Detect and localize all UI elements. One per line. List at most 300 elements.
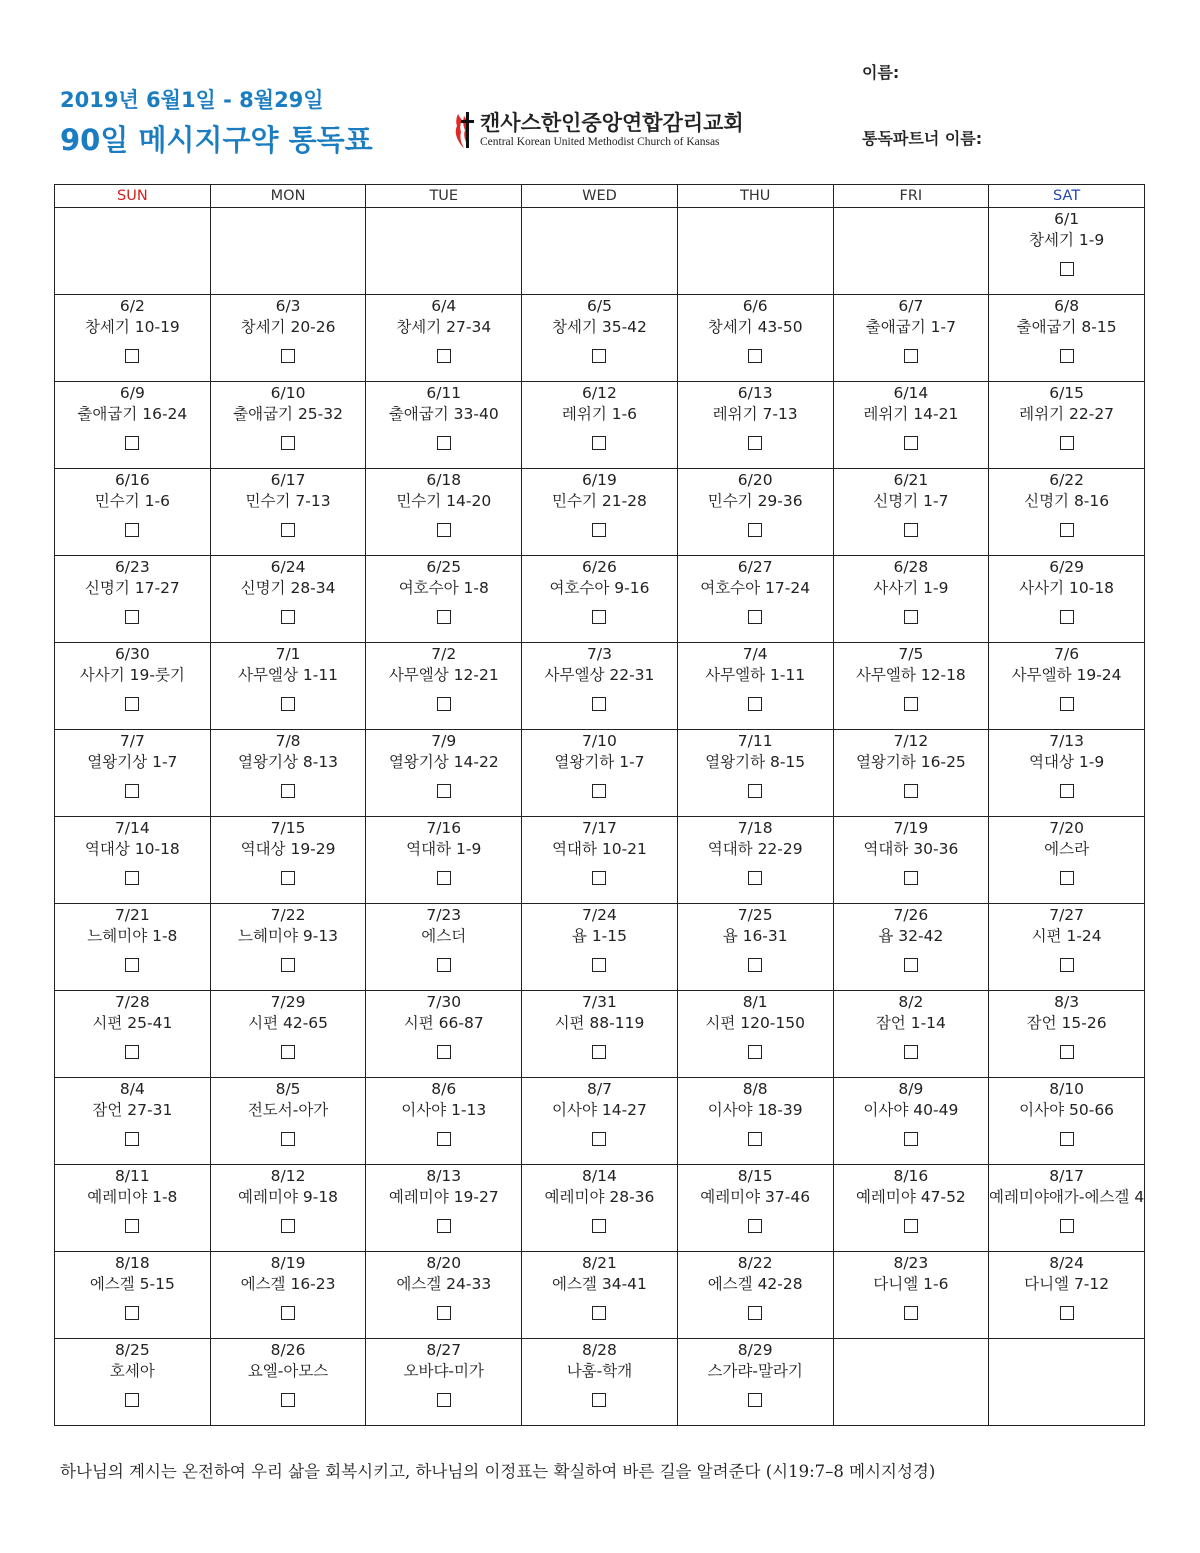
day-date: 8/27 <box>426 1341 462 1359</box>
day-cell <box>989 469 1145 556</box>
day-reading: 시편 66-87 <box>403 1014 484 1032</box>
day-cell <box>522 382 678 469</box>
day-reading: 느헤미야 9-13 <box>238 927 339 945</box>
reading-checkbox[interactable] <box>437 349 451 363</box>
week-row <box>55 643 1145 730</box>
reading-checkbox[interactable] <box>592 610 606 624</box>
day-reading: 신명기 17-27 <box>84 579 180 597</box>
calendar-body <box>55 208 1145 1426</box>
day-reading: 에스겔 42-28 <box>707 1275 803 1293</box>
day-reading: 예레미야 28-36 <box>544 1188 655 1206</box>
reading-checkbox[interactable] <box>1060 697 1074 711</box>
reading-checkbox[interactable] <box>281 610 295 624</box>
day-date: 6/14 <box>893 384 929 402</box>
day-date: 7/25 <box>737 906 773 924</box>
day-date: 7/7 <box>119 732 145 750</box>
reading-checkbox[interactable] <box>125 1219 139 1233</box>
reading-checkbox[interactable] <box>904 1219 918 1233</box>
day-date: 6/22 <box>1049 471 1085 489</box>
day-date: 7/3 <box>586 645 612 663</box>
day-reading: 열왕기상 1-7 <box>87 753 178 771</box>
day-reading: 민수기 29-36 <box>707 492 803 510</box>
day-reading: 에스겔 5-15 <box>89 1275 175 1293</box>
day-date: 7/8 <box>275 732 301 750</box>
reading-checkbox[interactable] <box>281 1393 295 1407</box>
reading-checkbox[interactable] <box>748 349 762 363</box>
day-reading: 사무엘하 1-11 <box>705 666 806 684</box>
day-cell <box>522 469 678 556</box>
reading-checkbox[interactable] <box>592 523 606 537</box>
reading-checkbox[interactable] <box>1060 523 1074 537</box>
reading-checkbox[interactable] <box>125 436 139 450</box>
reading-checkbox[interactable] <box>592 1393 606 1407</box>
day-cell <box>677 817 833 904</box>
reading-checkbox[interactable] <box>281 1219 295 1233</box>
day-cell <box>833 817 989 904</box>
day-reading: 시편 1-24 <box>1031 927 1102 945</box>
day-reading: 잠언 1-14 <box>875 1014 946 1032</box>
reading-checkbox[interactable] <box>437 1132 451 1146</box>
day-cell <box>55 730 211 817</box>
day-date: 6/27 <box>737 558 773 576</box>
reading-checkbox[interactable] <box>281 1306 295 1320</box>
day-cell <box>677 382 833 469</box>
day-reading: 역대하 10-21 <box>552 840 647 858</box>
day-reading: 사무엘하 19-24 <box>1011 666 1122 684</box>
reading-checkbox[interactable] <box>281 958 295 972</box>
day-date: 7/23 <box>426 906 462 924</box>
day-cell <box>677 469 833 556</box>
day-cell <box>677 1339 833 1426</box>
day-reading: 역대하 30-36 <box>863 840 959 858</box>
day-date: 8/6 <box>431 1080 457 1098</box>
week-row <box>55 1339 1145 1426</box>
day-cell <box>55 556 211 643</box>
day-date: 7/5 <box>898 645 924 663</box>
day-reading: 출애굽기 25-32 <box>233 405 343 423</box>
day-cell <box>55 991 211 1078</box>
reading-checkbox[interactable] <box>592 436 606 450</box>
day-date: 6/7 <box>898 297 924 315</box>
reading-checkbox[interactable] <box>904 784 918 798</box>
week-row <box>55 1078 1145 1165</box>
reading-checkbox[interactable] <box>904 349 918 363</box>
day-reading: 레위기 22-27 <box>1019 405 1115 423</box>
day-reading: 열왕기하 8-15 <box>705 753 806 771</box>
day-cell <box>989 1165 1145 1252</box>
day-date: 6/3 <box>275 297 301 315</box>
day-cell <box>210 295 366 382</box>
day-reading: 나훔-학개 <box>566 1362 633 1380</box>
reading-checkbox[interactable] <box>1060 262 1074 276</box>
day-reading: 사무엘상 12-21 <box>388 666 499 684</box>
reading-checkbox[interactable] <box>125 784 139 798</box>
day-reading: 예레미야 19-27 <box>388 1188 499 1206</box>
day-cell <box>989 1252 1145 1339</box>
reading-checkbox[interactable] <box>592 1132 606 1146</box>
reading-checkbox[interactable] <box>437 610 451 624</box>
day-date: 8/1 <box>742 993 768 1011</box>
reading-calendar <box>54 184 1145 1426</box>
day-reading: 에스더 <box>421 927 467 945</box>
page-title: 90일 메시지구약 통독표 <box>60 123 373 157</box>
reading-checkbox[interactable] <box>904 436 918 450</box>
weekday-header-wed: WED <box>522 185 678 208</box>
reading-checkbox[interactable] <box>748 1132 762 1146</box>
day-cell <box>522 730 678 817</box>
reading-checkbox[interactable] <box>1060 1306 1074 1320</box>
day-cell <box>366 469 522 556</box>
day-cell <box>522 556 678 643</box>
day-date: 8/18 <box>114 1254 150 1272</box>
day-reading: 사무엘상 22-31 <box>544 666 655 684</box>
day-cell <box>366 1339 522 1426</box>
day-date: 7/11 <box>737 732 773 750</box>
day-reading: 사사기 1-9 <box>873 579 949 597</box>
reading-checkbox[interactable] <box>592 697 606 711</box>
day-date: 6/25 <box>426 558 462 576</box>
day-cell <box>366 904 522 991</box>
week-row <box>55 382 1145 469</box>
day-cell <box>366 295 522 382</box>
day-cell <box>210 469 366 556</box>
day-cell <box>55 817 211 904</box>
day-reading: 이사야 50-66 <box>1019 1101 1115 1119</box>
reading-checkbox[interactable] <box>592 784 606 798</box>
day-date: 8/25 <box>114 1341 150 1359</box>
day-cell <box>55 295 211 382</box>
reading-checkbox[interactable] <box>748 523 762 537</box>
day-cell <box>522 295 678 382</box>
reading-checkbox[interactable] <box>125 1045 139 1059</box>
day-cell <box>366 817 522 904</box>
reading-checkbox[interactable] <box>1060 871 1074 885</box>
day-date: 8/5 <box>275 1080 301 1098</box>
day-date: 6/24 <box>270 558 306 576</box>
reading-checkbox[interactable] <box>904 958 918 972</box>
day-reading: 민수기 1-6 <box>94 492 170 510</box>
reading-checkbox[interactable] <box>281 871 295 885</box>
day-date: 8/14 <box>582 1167 617 1185</box>
day-cell <box>833 1078 989 1165</box>
day-date: 8/28 <box>582 1341 617 1359</box>
day-date: 6/23 <box>114 558 150 576</box>
day-date: 8/4 <box>119 1080 145 1098</box>
day-date: 7/29 <box>270 993 306 1011</box>
day-reading: 시편 88-119 <box>554 1014 645 1032</box>
day-date: 7/2 <box>431 645 457 663</box>
day-cell <box>677 991 833 1078</box>
day-date: 8/19 <box>270 1254 306 1272</box>
day-reading: 출애굽기 16-24 <box>77 405 188 423</box>
week-row <box>55 208 1145 295</box>
day-date: 6/8 <box>1054 297 1080 315</box>
day-reading: 예레미야 47-52 <box>855 1188 966 1206</box>
day-reading: 스가랴-말라기 <box>707 1362 803 1380</box>
reading-checkbox[interactable] <box>437 436 451 450</box>
reading-checkbox[interactable] <box>437 871 451 885</box>
day-reading: 열왕기하 1-7 <box>554 753 645 771</box>
partner-name-label: 통독파트너 이름: <box>862 129 983 148</box>
day-cell <box>989 643 1145 730</box>
reading-checkbox[interactable] <box>437 1306 451 1320</box>
church-logo-block <box>452 110 744 150</box>
day-reading: 예레미야 9-18 <box>238 1188 339 1206</box>
day-date: 6/5 <box>586 297 612 315</box>
reading-checkbox[interactable] <box>437 958 451 972</box>
day-reading: 사사기 10-18 <box>1019 579 1115 597</box>
weekday-header-sat: SAT <box>989 185 1145 208</box>
day-cell <box>833 1252 989 1339</box>
day-cell <box>522 1078 678 1165</box>
week-row <box>55 904 1145 991</box>
day-date: 6/13 <box>737 384 773 402</box>
reading-checkbox[interactable] <box>748 1045 762 1059</box>
reading-checkbox[interactable] <box>125 1306 139 1320</box>
day-cell <box>833 643 989 730</box>
day-reading: 욥 16-31 <box>722 927 788 945</box>
day-cell <box>210 730 366 817</box>
day-cell <box>522 643 678 730</box>
reading-checkbox[interactable] <box>904 1132 918 1146</box>
day-date: 7/6 <box>1054 645 1080 663</box>
day-reading: 이사야 40-49 <box>863 1101 959 1119</box>
day-reading: 예레미야애가-에스겔 4 <box>989 1188 1145 1206</box>
day-reading: 잠언 15-26 <box>1026 1014 1107 1032</box>
church-name-ko: 캔사스한인중앙연합감리교회 <box>480 110 744 135</box>
day-date: 6/15 <box>1049 384 1085 402</box>
day-reading: 신명기 28-34 <box>240 579 336 597</box>
empty-day-cell <box>833 1339 989 1426</box>
reading-checkbox[interactable] <box>281 349 295 363</box>
reading-checkbox[interactable] <box>125 523 139 537</box>
reading-checkbox[interactable] <box>1060 349 1074 363</box>
reading-checkbox[interactable] <box>281 436 295 450</box>
reading-checkbox[interactable] <box>1060 1132 1074 1146</box>
reading-checkbox[interactable] <box>748 697 762 711</box>
day-reading: 시편 120-150 <box>705 1014 805 1032</box>
week-row <box>55 991 1145 1078</box>
reading-checkbox[interactable] <box>1060 958 1074 972</box>
day-reading: 에스겔 34-41 <box>552 1275 647 1293</box>
day-reading: 역대상 10-18 <box>84 840 180 858</box>
day-cell <box>989 556 1145 643</box>
reading-checkbox[interactable] <box>904 697 918 711</box>
week-row <box>55 295 1145 382</box>
day-cell <box>989 817 1145 904</box>
day-reading: 역대하 22-29 <box>707 840 803 858</box>
day-date: 8/3 <box>1054 993 1080 1011</box>
day-date: 8/29 <box>737 1341 773 1359</box>
reading-checkbox[interactable] <box>437 1219 451 1233</box>
reading-checkbox[interactable] <box>592 871 606 885</box>
day-date: 8/20 <box>426 1254 462 1272</box>
reading-checkbox[interactable] <box>1060 1045 1074 1059</box>
empty-day-cell <box>833 208 989 295</box>
day-reading: 창세기 35-42 <box>552 318 647 336</box>
day-reading: 신명기 8-16 <box>1024 492 1110 510</box>
empty-day-cell <box>522 208 678 295</box>
reading-checkbox[interactable] <box>125 871 139 885</box>
day-cell <box>366 1078 522 1165</box>
reading-checkbox[interactable] <box>904 610 918 624</box>
day-cell <box>55 1078 211 1165</box>
day-cell <box>522 1165 678 1252</box>
reading-checkbox[interactable] <box>281 523 295 537</box>
week-row <box>55 817 1145 904</box>
empty-day-cell <box>210 208 366 295</box>
reading-checkbox[interactable] <box>281 784 295 798</box>
day-cell <box>55 1165 211 1252</box>
reading-checkbox[interactable] <box>904 523 918 537</box>
day-cell <box>55 643 211 730</box>
reading-checkbox[interactable] <box>125 1393 139 1407</box>
day-reading: 에스겔 24-33 <box>396 1275 492 1293</box>
reading-checkbox[interactable] <box>904 1306 918 1320</box>
reading-checkbox[interactable] <box>748 871 762 885</box>
day-cell <box>522 1339 678 1426</box>
name-label: 이름: <box>862 63 900 82</box>
reading-checkbox[interactable] <box>125 1132 139 1146</box>
cross-and-flame-icon <box>452 110 474 150</box>
reading-checkbox[interactable] <box>904 1045 918 1059</box>
day-date: 6/26 <box>582 558 617 576</box>
reading-checkbox[interactable] <box>748 1219 762 1233</box>
day-cell <box>833 1165 989 1252</box>
reading-checkbox[interactable] <box>281 697 295 711</box>
day-cell <box>210 817 366 904</box>
reading-checkbox[interactable] <box>592 1219 606 1233</box>
reading-checkbox[interactable] <box>437 697 451 711</box>
day-date: 7/1 <box>275 645 301 663</box>
day-date: 8/22 <box>737 1254 773 1272</box>
day-reading: 열왕기하 16-25 <box>855 753 966 771</box>
day-reading: 민수기 7-13 <box>245 492 331 510</box>
reading-checkbox[interactable] <box>748 610 762 624</box>
day-cell <box>210 991 366 1078</box>
day-date: 6/10 <box>270 384 306 402</box>
day-reading: 느헤미야 1-8 <box>87 927 178 945</box>
day-reading: 민수기 14-20 <box>396 492 492 510</box>
reading-checkbox[interactable] <box>748 1393 762 1407</box>
day-reading: 창세기 10-19 <box>84 318 180 336</box>
day-date: 7/12 <box>893 732 929 750</box>
day-reading: 역대상 1-9 <box>1029 753 1105 771</box>
day-reading: 여호수아 1-8 <box>398 579 489 597</box>
day-cell <box>366 382 522 469</box>
day-cell <box>989 208 1145 295</box>
reading-checkbox[interactable] <box>281 1045 295 1059</box>
reading-checkbox[interactable] <box>592 958 606 972</box>
day-date: 6/21 <box>893 471 929 489</box>
day-reading: 이사야 14-27 <box>552 1101 647 1119</box>
day-cell <box>210 1165 366 1252</box>
day-date: 7/13 <box>1049 732 1085 750</box>
reading-checkbox[interactable] <box>592 349 606 363</box>
reading-checkbox[interactable] <box>748 1306 762 1320</box>
reading-checkbox[interactable] <box>437 784 451 798</box>
day-reading: 역대하 1-9 <box>406 840 482 858</box>
day-cell <box>210 1252 366 1339</box>
reading-checkbox[interactable] <box>748 436 762 450</box>
day-reading: 출애굽기 8-15 <box>1016 318 1117 336</box>
weekday-header-tue: TUE <box>366 185 522 208</box>
day-date: 7/20 <box>1049 819 1085 837</box>
day-cell <box>833 295 989 382</box>
day-date: 7/24 <box>582 906 617 924</box>
day-date: 7/30 <box>426 993 462 1011</box>
reading-checkbox[interactable] <box>125 958 139 972</box>
reading-checkbox[interactable] <box>748 784 762 798</box>
reading-checkbox[interactable] <box>592 1306 606 1320</box>
day-date: 7/9 <box>431 732 457 750</box>
day-cell <box>677 904 833 991</box>
reading-checkbox[interactable] <box>904 871 918 885</box>
reading-checkbox[interactable] <box>1060 784 1074 798</box>
day-reading: 에스겔 16-23 <box>240 1275 336 1293</box>
weekday-header-fri: FRI <box>833 185 989 208</box>
day-cell <box>366 556 522 643</box>
reading-checkbox[interactable] <box>1060 610 1074 624</box>
day-date: 6/9 <box>119 384 145 402</box>
day-date: 8/26 <box>270 1341 306 1359</box>
day-reading: 출애굽기 33-40 <box>388 405 499 423</box>
reading-checkbox[interactable] <box>592 1045 606 1059</box>
day-cell <box>677 1252 833 1339</box>
day-date: 7/16 <box>426 819 462 837</box>
day-date: 6/20 <box>737 471 773 489</box>
day-cell <box>833 904 989 991</box>
day-cell <box>989 991 1145 1078</box>
day-reading: 시편 42-65 <box>248 1014 329 1032</box>
church-name-en: Central Korean United Methodist Church of Kansas <box>480 135 720 148</box>
day-date: 7/4 <box>742 645 768 663</box>
day-reading: 창세기 1-9 <box>1029 231 1105 249</box>
reading-checkbox[interactable] <box>125 349 139 363</box>
day-cell <box>833 991 989 1078</box>
day-date: 8/10 <box>1049 1080 1085 1098</box>
day-date: 7/27 <box>1049 906 1085 924</box>
reading-checkbox[interactable] <box>125 697 139 711</box>
reading-checkbox[interactable] <box>437 1045 451 1059</box>
day-reading: 열왕기상 14-22 <box>388 753 499 771</box>
day-reading: 다니엘 7-12 <box>1024 1275 1110 1293</box>
reading-checkbox[interactable] <box>437 523 451 537</box>
day-cell <box>989 904 1145 991</box>
reading-checkbox[interactable] <box>1060 436 1074 450</box>
day-cell <box>210 1078 366 1165</box>
reading-checkbox[interactable] <box>125 610 139 624</box>
day-cell <box>522 1252 678 1339</box>
day-reading: 오바댜-미가 <box>403 1362 484 1380</box>
day-cell <box>833 469 989 556</box>
day-cell <box>677 1165 833 1252</box>
day-reading: 다니엘 1-6 <box>873 1275 949 1293</box>
day-reading: 시편 25-41 <box>92 1014 173 1032</box>
day-cell <box>210 1339 366 1426</box>
day-date: 6/2 <box>119 297 145 315</box>
reading-checkbox[interactable] <box>1060 1219 1074 1233</box>
reading-checkbox[interactable] <box>437 1393 451 1407</box>
day-reading: 출애굽기 1-7 <box>865 318 956 336</box>
day-reading: 사사기 19-룻기 <box>79 666 185 684</box>
reading-checkbox[interactable] <box>281 1132 295 1146</box>
day-reading: 신명기 1-7 <box>873 492 949 510</box>
reading-checkbox[interactable] <box>748 958 762 972</box>
week-row <box>55 730 1145 817</box>
day-date: 8/16 <box>893 1167 929 1185</box>
day-reading: 민수기 21-28 <box>552 492 647 510</box>
